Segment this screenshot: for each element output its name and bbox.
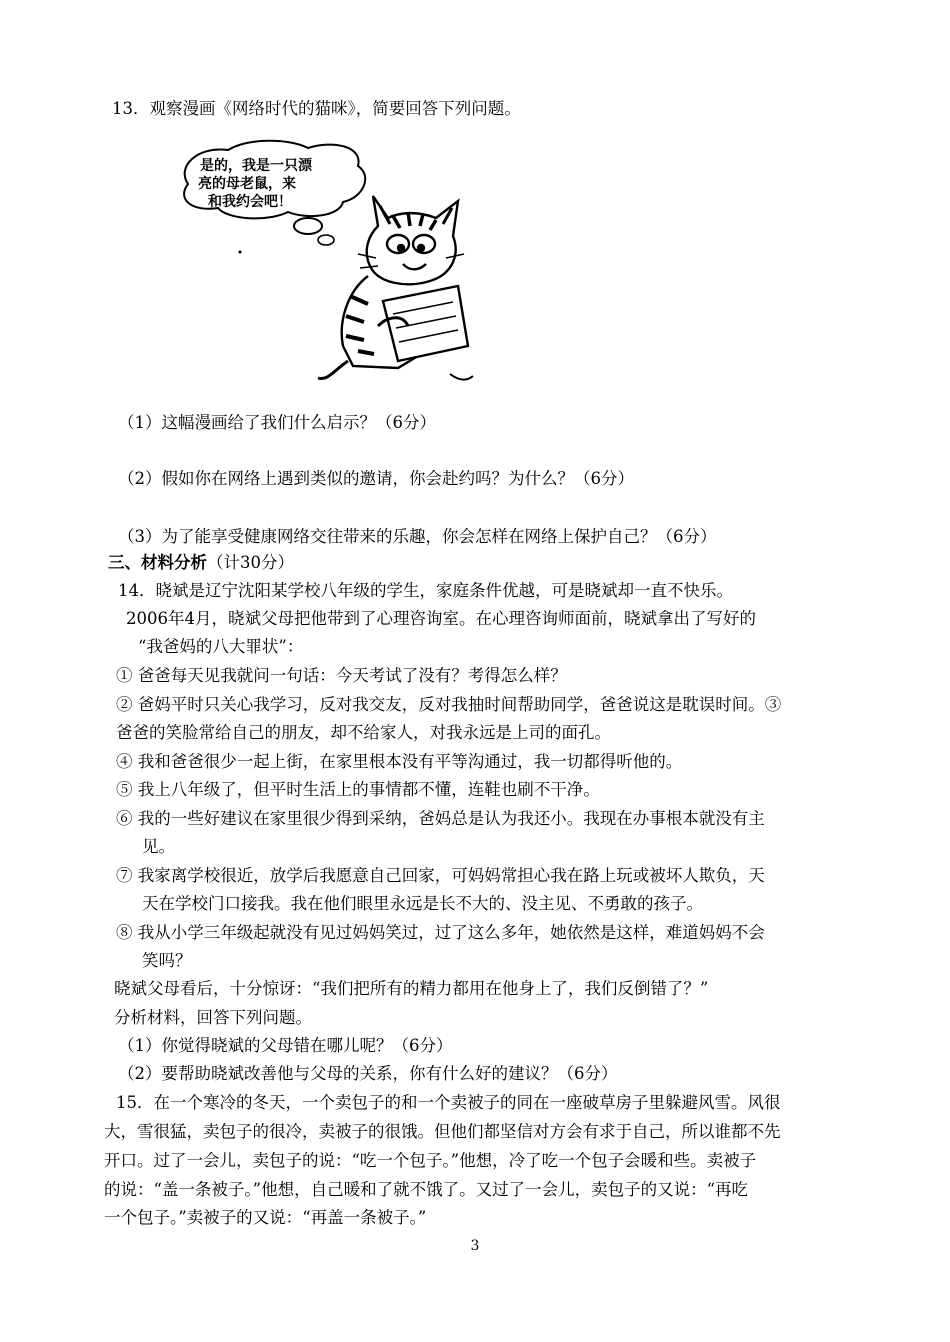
- q15-line-4: 的说：“盖一条被子。”他想，自己暖和了就不饿了。又过了一会儿，卖包子的又说：“再吃: [104, 1180, 749, 1199]
- q14-item-6-cont: 见。: [142, 837, 175, 856]
- q15-line-2: 大，雪很猛，卖包子的很冷，卖被子的很饿。但他们都坚信对方会有求于自己，所以谁都不先: [104, 1122, 781, 1141]
- section3-title: 三、材料分析: [108, 553, 207, 572]
- q14-intro: 14．晓斌是辽宁沈阳某学校八年级的学生，家庭条件优越，可是晓斌却一直不快乐。: [118, 581, 733, 600]
- q14-sub1: （1）你觉得晓斌的父母错在哪儿呢？（6分）: [118, 1036, 453, 1055]
- q13-sub3: （3）为了能享受健康网络交往带来的乐趣，你会怎样在网络上保护自己？（6分）: [118, 527, 717, 546]
- q15-line-5: 一个包子。”卖被子的又说：“再盖一条被子。”: [104, 1208, 427, 1227]
- q13-sub2: （2）假如你在网络上遇到类似的邀请，你会赴约吗？为什么？（6分）: [118, 469, 634, 488]
- bubble-line-1: 是的，我是一只漂: [200, 158, 312, 174]
- q14-item-2: ② 爸妈平时只关心我学习，反对我交友，反对我抽时间帮助同学，爸爸说这是耽误时间。③: [116, 695, 782, 714]
- q14-item-7-cont: 天在学校门口接我。我在他们眼里永远是长不大的、没主见、不勇敢的孩子。: [142, 894, 703, 913]
- q14-p2-line1: 2006年4月，晓斌父母把他带到了心理咨询室。在心理咨询师面前，晓斌拿出了写好的: [126, 609, 756, 628]
- cat-figure: [318, 196, 473, 380]
- q14-item-4: ④ 我和爸爸很少一起上街，在家里根本没有平等沟通过，我一切都得听他的。: [116, 752, 683, 771]
- q14-item-7: ⑦ 我家离学校很近，放学后我愿意自己回家，可妈妈常担心我在路上玩或被坏人欺负，天: [116, 866, 765, 885]
- q13-sub1: （1）这幅漫画给了我们什么启示？（6分）: [118, 413, 436, 432]
- q14-reaction: 晓斌父母看后，十分惊讶：“我们把所有的精力都用在他身上了，我们反倒错了？”: [114, 979, 709, 998]
- q14-sub2: （2）要帮助晓斌改善他与父母的关系，你有什么好的建议？（6分）: [118, 1064, 618, 1083]
- q15-line-3: 开口。过了一会儿，卖包子的说：“吃一个包子。”他想，冷了吃一个包子会暖和些。卖被子: [104, 1151, 757, 1170]
- q13-title: 13．观察漫画《网络时代的猫咪》，简要回答下列问题。: [112, 99, 521, 118]
- bubble-line-3: 和我约会吧！: [208, 194, 292, 210]
- q14-p2-line2: “我爸妈的八大罪状”：: [138, 637, 304, 656]
- section3-heading: [108, 552, 294, 574]
- q14-item-3: 爸爸的笑脸常给自己的朋友，却不给家人，对我永远是上司的面孔。: [116, 723, 611, 742]
- page-number: 3: [470, 1238, 480, 1254]
- q14-instruction: 分析材料，回答下列问题。: [114, 1008, 312, 1027]
- network-cat-cartoon: [168, 136, 483, 386]
- q14-item-8-cont: 笑吗？: [142, 951, 192, 970]
- q15-line-1: 15．在一个寒冷的冬天，一个卖包子的和一个卖被子的同在一座破草房子里躲避风雪。风很: [116, 1093, 781, 1112]
- q14-item-8: ⑧ 我从小学三年级起就没有见过妈妈笑过，过了这么多年，她依然是这样，难道妈妈不会: [116, 923, 765, 942]
- q14-item-1: ① 爸爸每天见我就问一句话：今天考试了没有？考得怎么样？: [116, 666, 567, 685]
- q14-item-6: ⑥ 我的一些好建议在家里很少得到采纳，爸妈总是认为我还小。我现在办事根本就没有主: [116, 809, 765, 828]
- bubble-line-2: 亮的母老鼠，来: [198, 176, 296, 192]
- q14-item-5: ⑤ 我上八年级了，但平时生活上的事情都不懂，连鞋也刷不干净。: [116, 780, 600, 799]
- section3-score: （计30分）: [207, 553, 294, 572]
